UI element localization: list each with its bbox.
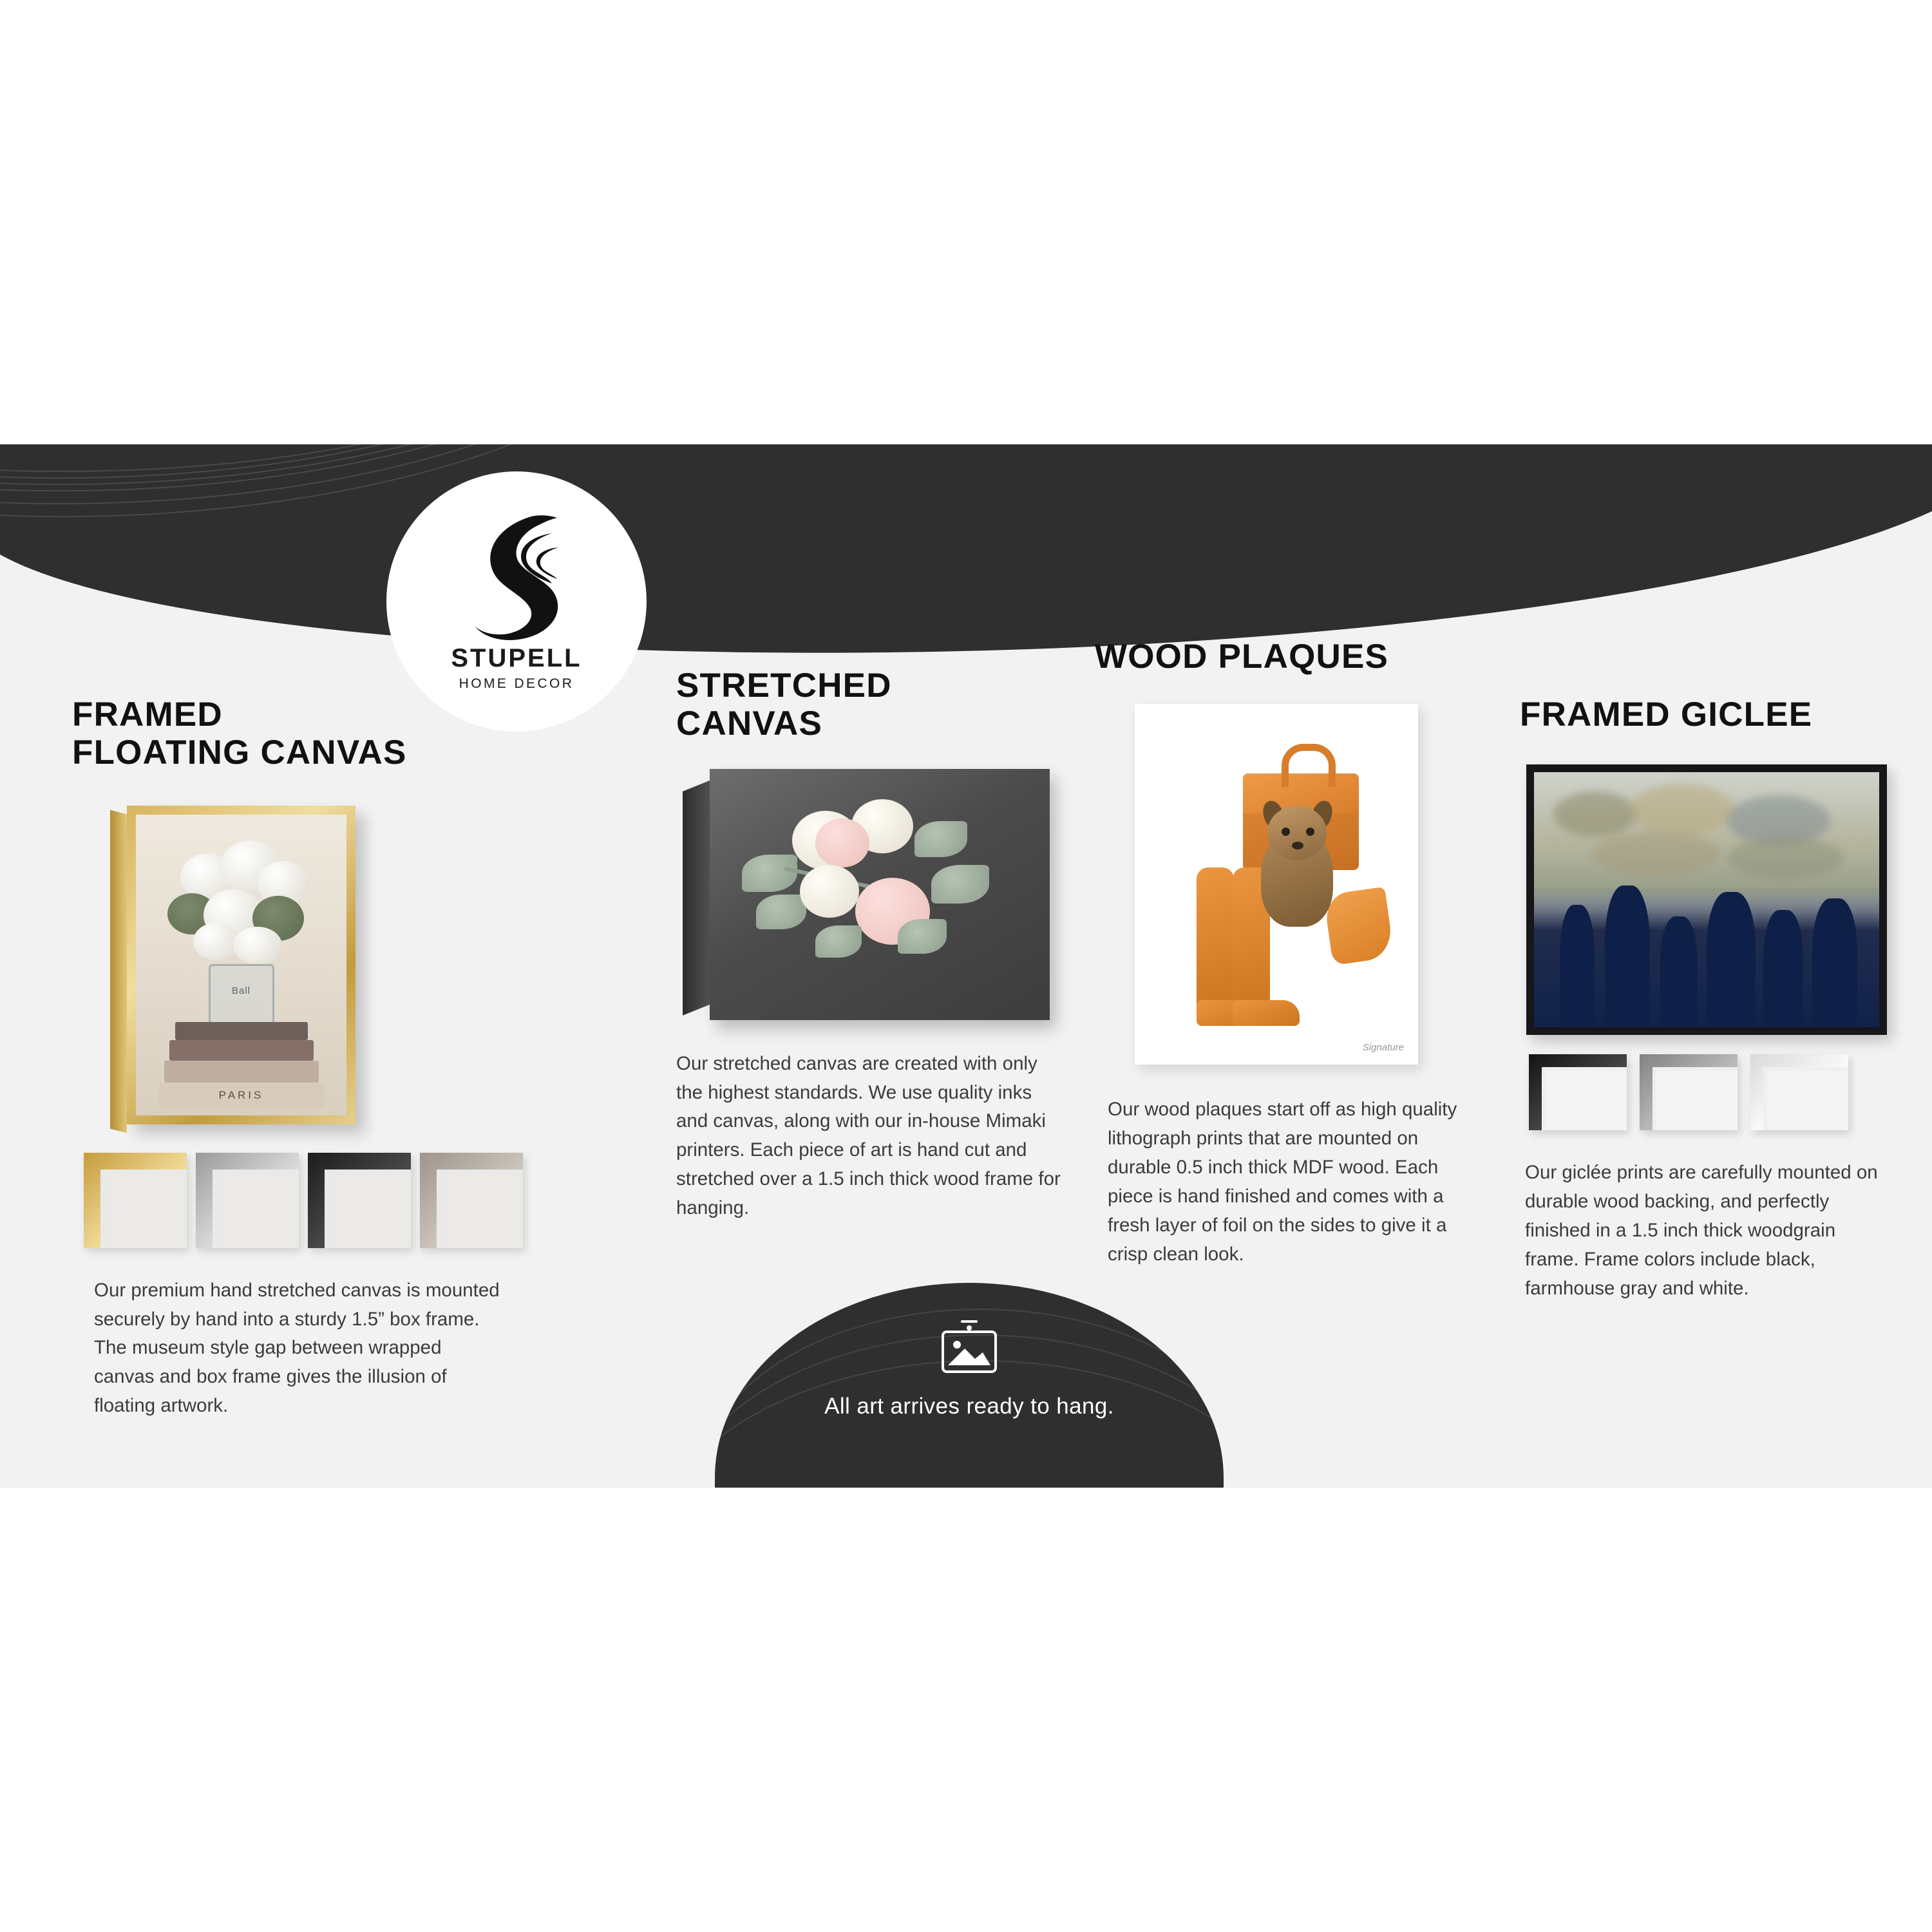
top-wave-band	[0, 444, 1932, 657]
section-wood-plaques	[1095, 638, 1481, 1269]
section-stretched-canvas	[676, 667, 1069, 1223]
glass-vase	[209, 964, 274, 1027]
stretched-canvas-artwork	[683, 769, 1050, 1020]
section-title-line1: FRAMED	[72, 696, 223, 734]
book-spine-label: PARIS	[218, 1088, 264, 1101]
artist-signature: Signature	[1362, 1042, 1404, 1054]
framed-floating-canvas-artwork	[127, 806, 355, 1124]
section-description: Our premium hand stretched canvas is mounted securely by hand into a sturdy 1.5” box frame. The museum style gap between wrapped canvas and box frame gives the illusion of floating artwork.	[94, 1279, 500, 1417]
brand-name: STUPELL	[451, 644, 582, 672]
vase-label: Ball	[231, 985, 251, 996]
section-framed-giclee	[1520, 696, 1880, 1303]
floral-painting	[738, 793, 1021, 986]
frame-swatch-gray[interactable]	[420, 1153, 523, 1248]
rain-boot-left	[1197, 867, 1234, 1012]
banner-text: All art arrives ready to hang.	[824, 1394, 1114, 1419]
swatch-edge-top	[1750, 1054, 1848, 1067]
canvas-wrapped-edge	[683, 780, 711, 1016]
handbag-handle	[1282, 744, 1336, 787]
swatch-mat	[1546, 1071, 1627, 1130]
section-title-line1: STRETCHED	[676, 667, 892, 705]
infographic-panel	[0, 444, 1932, 1488]
stacked-book	[164, 1061, 319, 1083]
section-description: Our stretched canvas are created with only the highest standards. We use quality inks and canvas, along with our in-house Mimaki printers. Each piece of art is hand cut and stretched over a 1.5 inch thick wood frame for hanging.	[676, 1052, 1061, 1218]
swatch-mat	[442, 1175, 523, 1248]
ready-to-hang-banner	[715, 1283, 1224, 1488]
swatch-edge-left	[308, 1153, 325, 1248]
swatch-edge-top	[1640, 1054, 1738, 1067]
swatch-edge-left	[1529, 1054, 1542, 1130]
framed-giclee-artwork	[1526, 764, 1887, 1035]
swatch-mat	[106, 1175, 187, 1248]
swatch-edge-left	[1750, 1054, 1763, 1130]
gold-frame	[127, 806, 355, 1124]
swatch-edge-left	[84, 1153, 100, 1248]
giclee-frame-swatches	[1529, 1054, 1880, 1130]
swatch-edge-left	[420, 1153, 437, 1248]
swatch-mat	[1656, 1071, 1738, 1130]
stupell-swoosh-logo-icon	[455, 511, 578, 640]
giclee-swatch-black[interactable]	[1529, 1054, 1627, 1130]
frame-color-swatches	[84, 1153, 536, 1248]
hydrangea-bouquet	[161, 831, 322, 967]
wood-plaque-artwork	[1135, 704, 1418, 1065]
canvas-print	[136, 815, 346, 1115]
wave-band-fill	[0, 444, 1932, 657]
rain-boot-foot-right	[1233, 1000, 1300, 1026]
section-title-line1: WOOD PLAQUES	[1095, 638, 1389, 676]
brand-logo-badge	[386, 471, 647, 732]
brand-tagline: HOME DECOR	[459, 676, 574, 691]
swatch-edge-left	[196, 1153, 213, 1248]
frame-swatch-black[interactable]	[308, 1153, 411, 1248]
swatch-mat	[218, 1175, 299, 1248]
section-description: Our giclée prints are carefully mounted on durable wood backing, and perfectly finished in a 1.5 inch thick woodgrain frame. Frame colors include black, farmhouse gray and white.	[1525, 1162, 1878, 1299]
section-description: Our wood plaques start off as high quality lithograph prints that are mounted on durable 0.5 inch thick MDF wood. Each piece is hand finished and comes with a fresh layer of foil on the sides to give it a crisp clean look.	[1108, 1099, 1457, 1265]
giclee-swatch-farmhouse-gray[interactable]	[1640, 1054, 1738, 1130]
giclee-print	[1534, 772, 1879, 1027]
framed-picture-icon	[936, 1316, 1002, 1377]
swatch-edge-left	[1640, 1054, 1653, 1130]
section-title-line2: CANVAS	[676, 705, 823, 743]
swatch-edge-top	[1529, 1054, 1627, 1067]
yorkie-head	[1267, 806, 1327, 860]
section-title-line2: FLOATING CANVAS	[72, 734, 407, 772]
silk-scarf	[1323, 887, 1394, 965]
frame-side-edge	[110, 810, 127, 1132]
swatch-mat	[1767, 1071, 1848, 1130]
section-title-line1: FRAMED GICLEE	[1520, 696, 1813, 734]
stacked-book	[169, 1040, 314, 1061]
canvas-face	[710, 769, 1050, 1020]
swatch-mat	[330, 1175, 411, 1248]
frame-swatch-gold[interactable]	[84, 1153, 187, 1248]
frame-swatch-silver[interactable]	[196, 1153, 299, 1248]
stacked-book	[175, 1022, 308, 1040]
section-framed-floating-canvas	[72, 696, 536, 1421]
giclee-swatch-white[interactable]	[1750, 1054, 1848, 1130]
